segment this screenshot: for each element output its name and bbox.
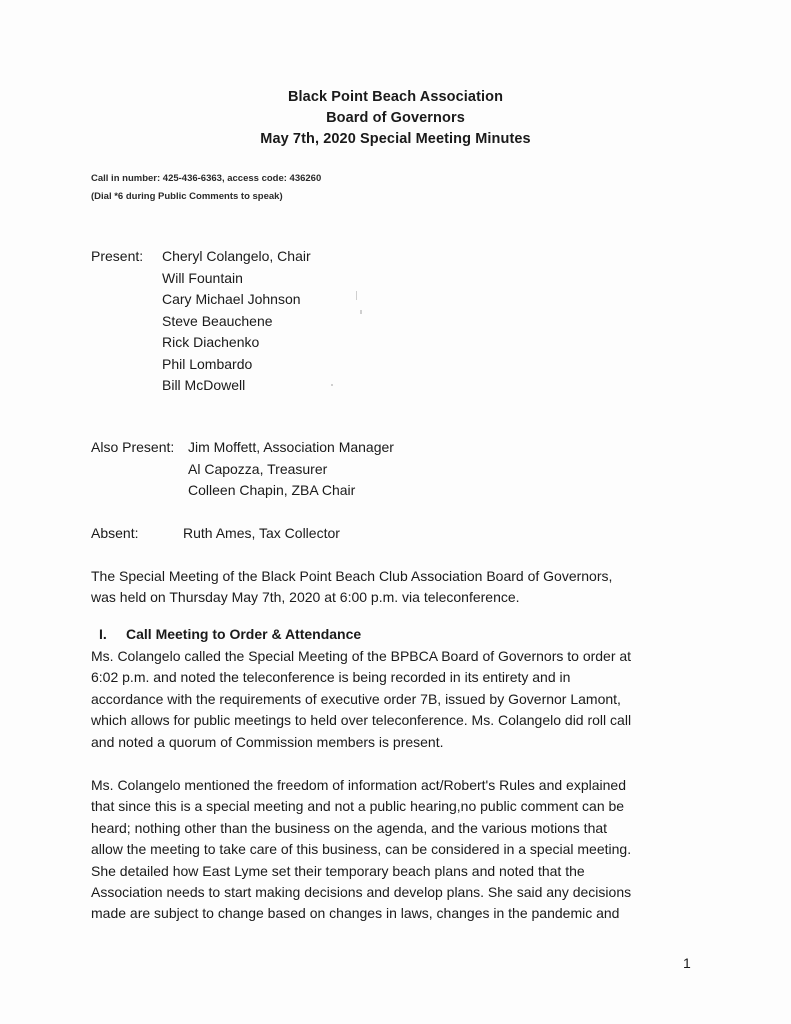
organization-title: Black Point Beach Association xyxy=(287,89,504,105)
attendee-name: Colleen Chapin, ZBA Chair xyxy=(188,482,356,498)
section-paragraph-1 xyxy=(91,646,711,753)
absent-name: Ruth Ames, Tax Collector xyxy=(183,525,340,541)
attendee-name: Cheryl Colangelo, Chair xyxy=(162,248,311,264)
text-line: 6:02 p.m. and noted the teleconference is being recorded in its entirety and in xyxy=(91,669,571,686)
present-label: Present: xyxy=(91,248,144,264)
call-in-instructions: (Dial *6 during Public Comments to speak) xyxy=(91,191,283,202)
scan-artifact xyxy=(360,310,362,314)
attendee-name: Al Capozza, Treasurer xyxy=(188,460,328,477)
also-present-names xyxy=(188,437,394,502)
intro-paragraph xyxy=(91,566,711,609)
scan-artifact xyxy=(356,291,357,300)
text-line: and noted a quorum of Commission members is present. xyxy=(91,733,444,750)
absent-label: Absent: xyxy=(91,525,139,541)
text-line: The Special Meeting of the Black Point Beach Club Association Board of Governors, xyxy=(91,568,613,584)
section-number: I. xyxy=(99,626,107,642)
meeting-title: May 7th, 2020 Special Meeting Minutes xyxy=(260,131,531,147)
attendee-name: Steve Beauchene xyxy=(162,312,273,329)
attendee-name: Jim Moffett, Association Manager xyxy=(188,439,394,455)
text-line: Ms. Colangelo called the Special Meeting of the BPBCA Board of Governors to order at xyxy=(91,648,632,664)
board-title: Board of Governors xyxy=(326,110,465,126)
section-title: Call Meeting to Order & Attendance xyxy=(126,626,362,642)
attendee-name: Cary Michael Johnson xyxy=(162,291,301,307)
text-line: made are subject to change based on changes in laws, changes in the pandemic and xyxy=(91,905,620,922)
attendee-name: Will Fountain xyxy=(162,269,243,286)
also-present-label: Also Present: xyxy=(91,439,175,455)
call-in-info xyxy=(91,170,321,206)
attendee-name: Phil Lombardo xyxy=(162,355,253,372)
text-line: heard; nothing other than the business on the agenda, and the various motions that xyxy=(91,819,608,836)
text-line: She detailed how East Lyme set their temporary beach plans and noted that the xyxy=(91,862,585,879)
page-number: 1 xyxy=(683,955,691,971)
document-header xyxy=(0,87,791,150)
section-paragraph-2 xyxy=(91,775,711,925)
text-line: was held on Thursday May 7th, 2020 at 6:00 p.m. via teleconference. xyxy=(91,589,520,606)
scan-artifact xyxy=(331,384,333,386)
text-line: Association needs to start making decisions and develop plans. She said any decisions xyxy=(91,884,632,901)
text-line: allow the meeting to take care of this business, can be considered in a special meeting. xyxy=(91,841,632,858)
attendee-name: Bill McDowell xyxy=(162,377,246,393)
text-line: that since this is a special meeting and not a public hearing,no public comment can be xyxy=(91,798,625,815)
call-in-number: Call in number: 425-436-6363, access code: 436260 xyxy=(91,173,322,184)
text-line: Ms. Colangelo mentioned the freedom of information act/Robert's Rules and explained xyxy=(91,777,626,793)
present-names xyxy=(162,246,311,397)
attendee-name: Rick Diachenko xyxy=(162,334,260,350)
text-line: which allows for public meetings to held over teleconference. Ms. Colangelo did roll call xyxy=(91,712,632,729)
text-line: accordance with the requirements of executive order 7B, issued by Governor Lamont, xyxy=(91,690,621,707)
